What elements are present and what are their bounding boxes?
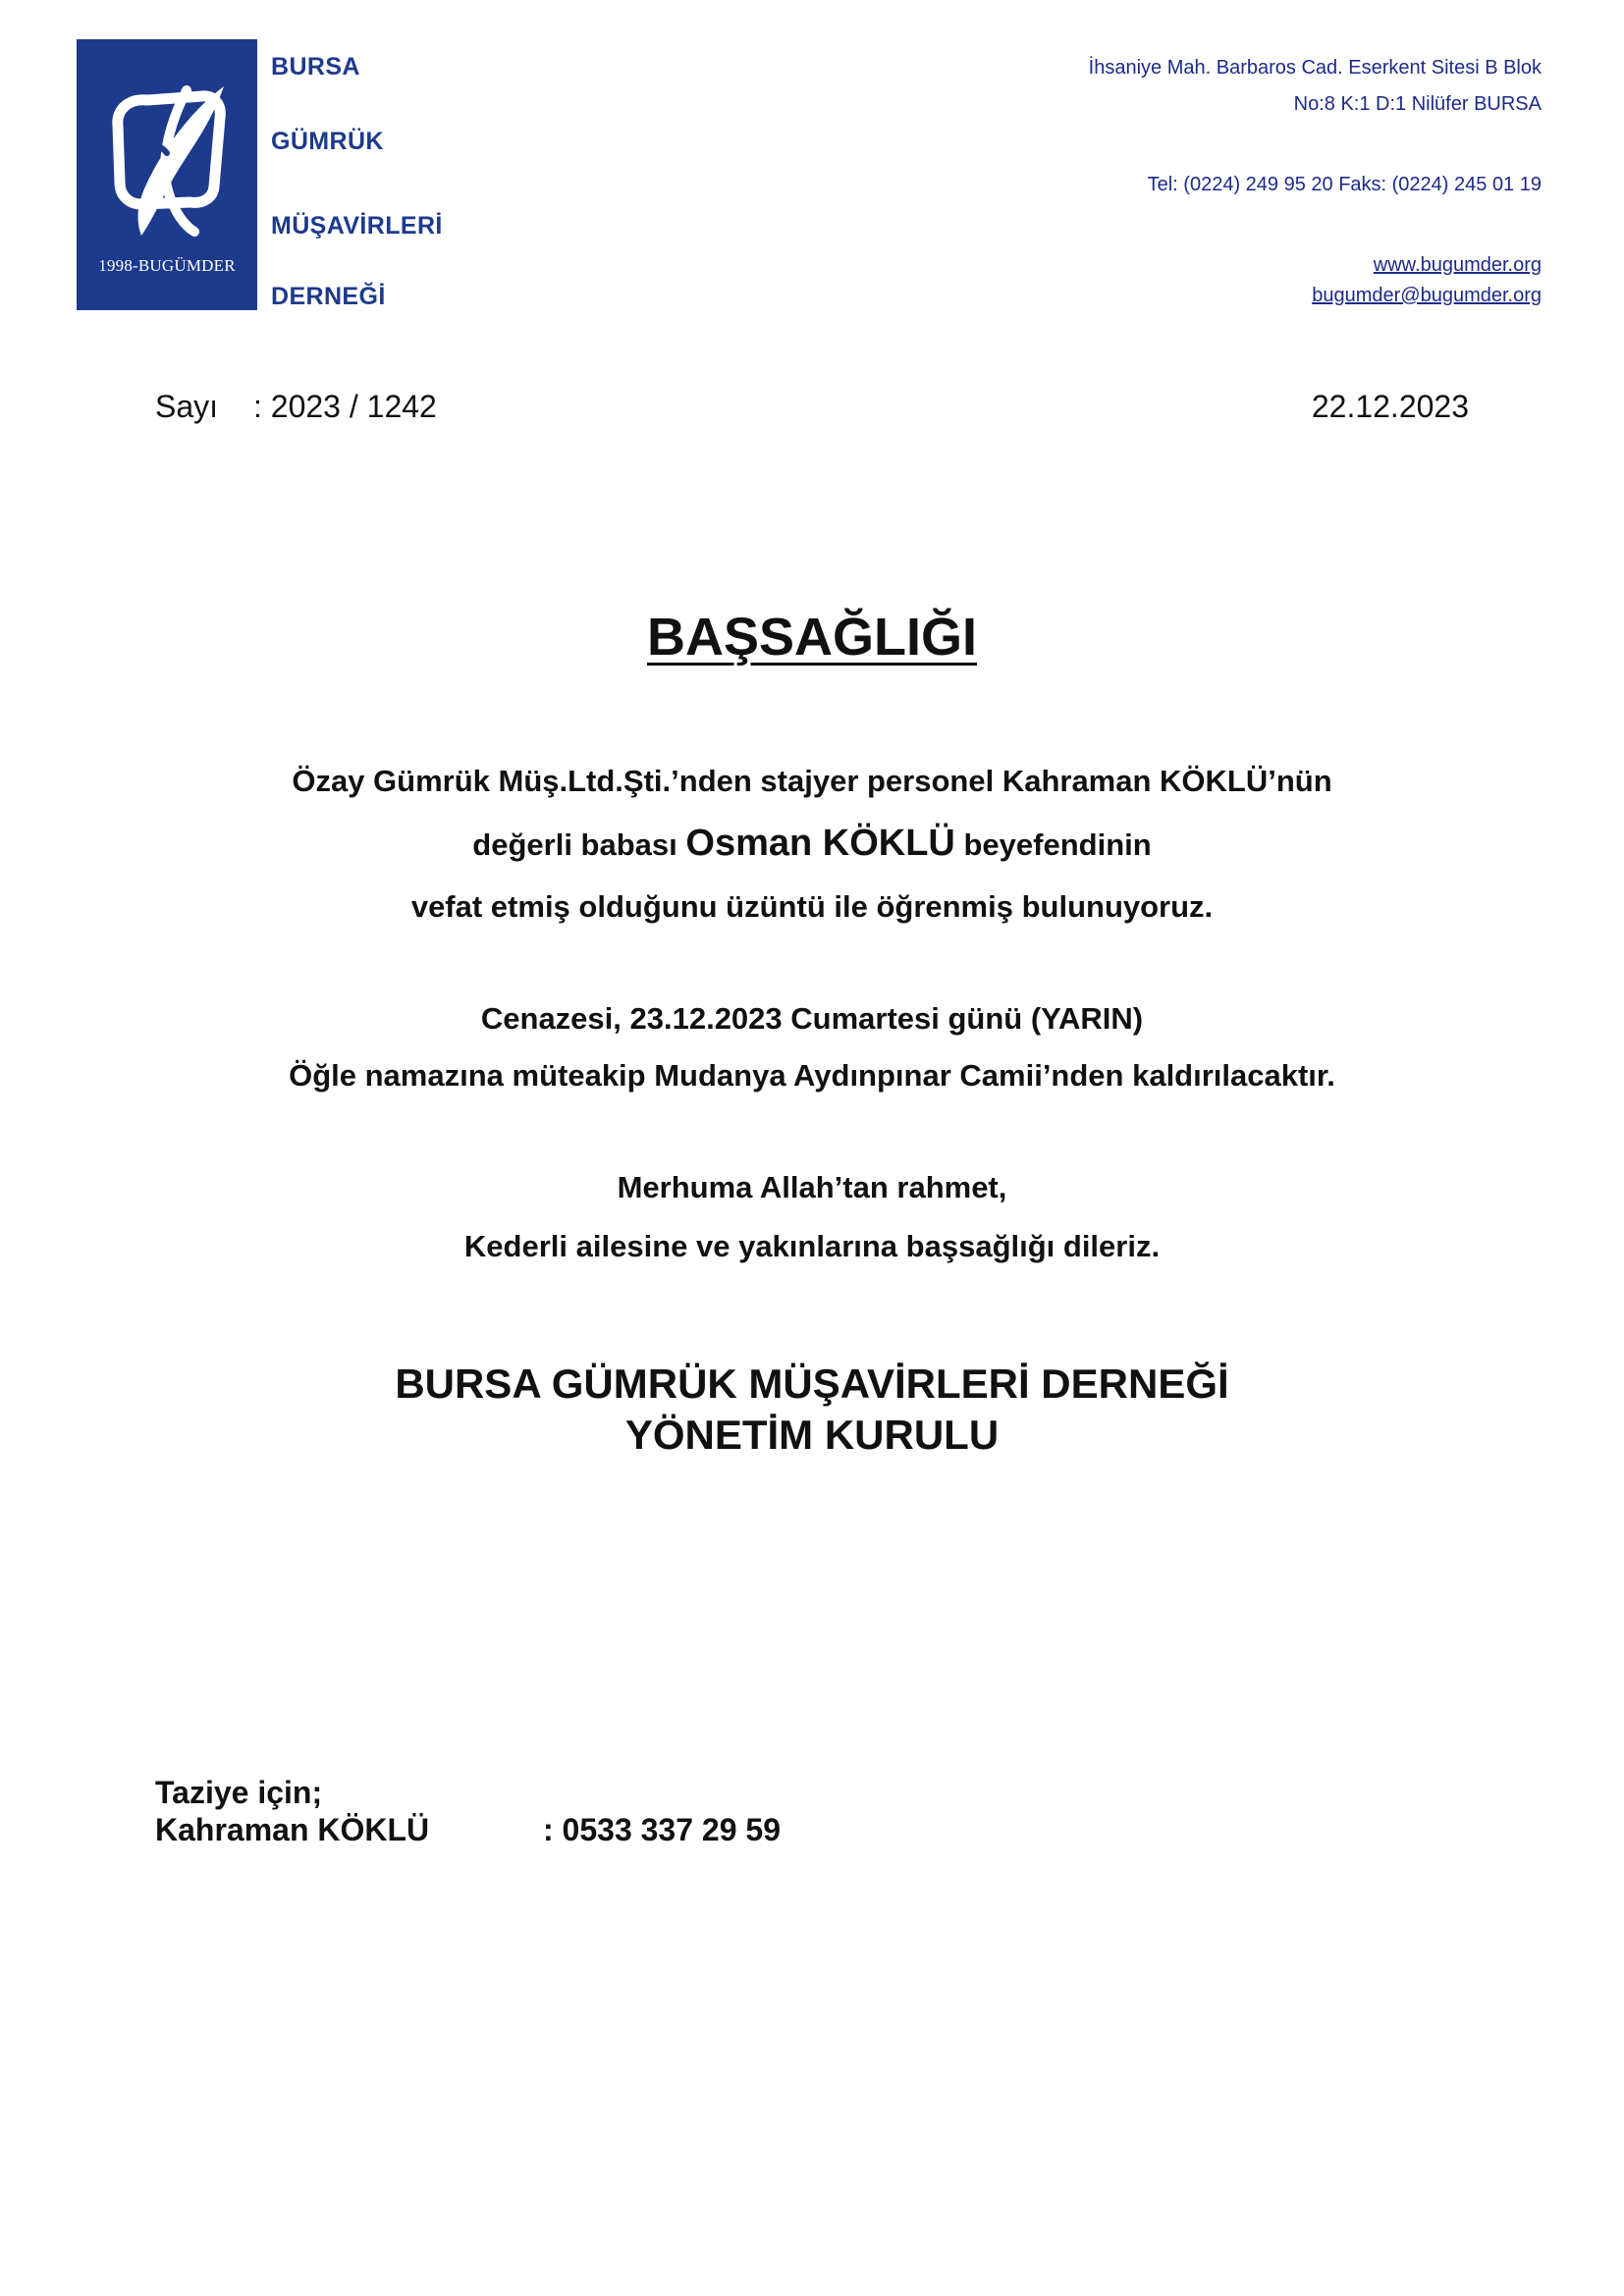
body-line-2	[0, 823, 1624, 865]
reference-number: : 2023 / 1242	[253, 389, 437, 424]
reference-label: Sayı	[155, 389, 219, 424]
signature-org: BURSA GÜMRÜK MÜŞAVİRLERİ DERNEĞİ	[395, 1361, 1229, 1407]
body-line-3: vefat etmiş olduğunu üzüntü ile öğrenmiş bulunuyoruz.	[410, 889, 1214, 924]
body-line-2-post: beyefendinin	[963, 828, 1152, 862]
condolence-contact-name: Kahraman KÖKLÜ	[155, 1812, 430, 1847]
prayer-line: Merhuma Allah’tan rahmet,	[617, 1170, 1007, 1204]
logo-caption: 1998-BUGÜMDER	[98, 256, 236, 275]
condolence-line: Kederli ailesine ve yakınlarına başsağlığı dileriz.	[463, 1229, 1161, 1263]
address-line-2: No:8 K:1 D:1 Nilüfer BURSA	[1293, 93, 1542, 115]
funeral-place-line: Öğle namazına müteakip Mudanya Aydınpınar Camii’nden kaldırılacaktır.	[289, 1058, 1335, 1093]
phone-fax: Tel: (0224) 249 95 20 Faks: (0224) 245 01 19	[1147, 174, 1542, 195]
document-date: 22.12.2023	[1311, 389, 1469, 424]
org-name-line-2: GÜMRÜK	[271, 128, 384, 155]
website-link[interactable]: www.bugumder.org	[1373, 254, 1542, 276]
page-title: BAŞSAĞLIĞI	[646, 608, 978, 667]
org-name-line-4: DERNEĞİ	[271, 283, 386, 310]
org-name-line-1: BURSA	[271, 53, 360, 80]
funeral-date-line: Cenazesi, 23.12.2023 Cumartesi günü (YARIN)	[480, 1001, 1144, 1036]
association-logo	[77, 39, 257, 310]
quill-emblem-icon	[77, 39, 257, 265]
body-line-2-pre: değerli babası	[472, 828, 677, 862]
email-link[interactable]: bugumder@bugumder.org	[1312, 285, 1542, 306]
condolence-heading: Taziye için;	[155, 1775, 323, 1810]
signature-board: YÖNETİM KURULU	[624, 1412, 1000, 1458]
condolence-contact-phone: : 0533 337 29 59	[543, 1812, 781, 1847]
body-line-1: Özay Gümrük Müş.Ltd.Şti.’nden stajyer personel Kahraman KÖKLÜ’nün	[292, 764, 1332, 798]
org-name-line-3: MÜŞAVİRLERİ	[271, 212, 443, 240]
address-line-1: İhsaniye Mah. Barbaros Cad. Eserkent Sitesi B Blok	[1088, 57, 1542, 79]
deceased-name: Osman KÖKLÜ	[685, 823, 955, 864]
